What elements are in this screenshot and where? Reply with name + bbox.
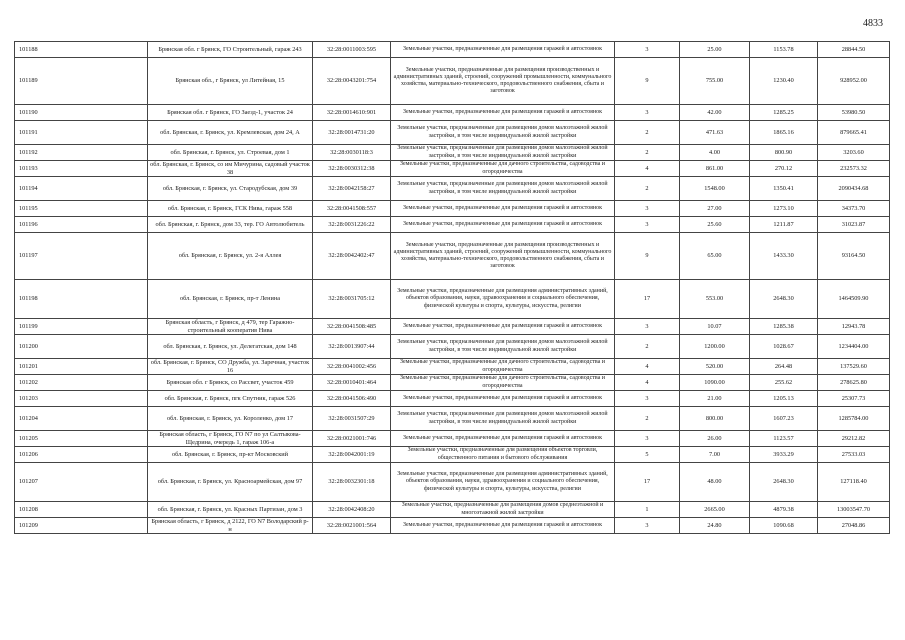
table-row [15,121,890,145]
specific-value-cell: 1285.25 [750,105,818,121]
table-row [15,447,890,463]
specific-value-cell: 1205.13 [750,391,818,407]
area-cell: 755.00 [680,58,750,105]
cadastral-number-cell: 32:28:0032301:18 [313,463,391,502]
table-row [15,319,890,335]
area-cell: 2665.00 [680,502,750,518]
use-group-cell: 4 [615,375,680,391]
use-group-cell: 3 [615,105,680,121]
use-group-cell: 3 [615,217,680,233]
land-use-purpose-cell: Земельные участки, предназначенные для дачного строительства, садоводства и огородничества [391,161,615,177]
row-id-cell: 101205 [15,431,148,447]
cadastral-number-cell: 32:28:0014731:20 [313,121,391,145]
cadastral-value-cell: 879665.41 [818,121,890,145]
cadastral-number-cell: 32:28:0010401:464 [313,375,391,391]
table-row [15,233,890,280]
table-row [15,58,890,105]
specific-value-cell: 3933.29 [750,447,818,463]
area-cell: 25.60 [680,217,750,233]
row-id-cell: 101198 [15,280,148,319]
use-group-cell: 2 [615,121,680,145]
address-cell: обл. Брянская, г. Брянск, дом 33, тер. ГО Автолюбитель [148,217,313,233]
address-cell: обл. Брянская, г. Брянск, ул. Кремлевская, дом 24, А [148,121,313,145]
land-use-purpose-cell: Земельные участки, предназначенные для размещения гаражей и автостоянок [391,518,615,534]
address-cell: Брянская обл. г Брянск, ГО Заезд-1, участок 24 [148,105,313,121]
use-group-cell: 3 [615,391,680,407]
address-cell: обл. Брянская, г. Брянск, ул. Красных Партизан, дом 3 [148,502,313,518]
table-row [15,359,890,375]
table-row [15,391,890,407]
row-id-cell: 101189 [15,58,148,105]
area-cell: 861.00 [680,161,750,177]
table-row [15,375,890,391]
cadastral-number-cell: 32:28:0031226:22 [313,217,391,233]
cadastral-number-cell: 32:28:0031705:12 [313,280,391,319]
use-group-cell: 3 [615,431,680,447]
cadastral-value-cell: 232573.32 [818,161,890,177]
specific-value-cell: 1350.41 [750,177,818,201]
cadastral-number-cell: 32:28:0041002:456 [313,359,391,375]
cadastral-number-cell: 32:28:0014610:901 [313,105,391,121]
cadastral-number-cell: 32:28:0042158:27 [313,177,391,201]
use-group-cell: 4 [615,161,680,177]
area-cell: 553.00 [680,280,750,319]
cadastral-value-cell: 12943.78 [818,319,890,335]
use-group-cell: 3 [615,319,680,335]
cadastral-value-cell: 3203.60 [818,145,890,161]
row-id-cell: 101194 [15,177,148,201]
land-use-purpose-cell: Земельные участки, предназначенные для размещения домов малоэтажной жилой застройки, в том числе индивидуальной жилой застройки [391,121,615,145]
cadastral-value-cell: 928952.00 [818,58,890,105]
area-cell: 1090.00 [680,375,750,391]
cadastral-number-cell: 32:28:0030312:38 [313,161,391,177]
cadastral-value-cell: 34373.70 [818,201,890,217]
specific-value-cell: 1285.38 [750,319,818,335]
address-cell: обл. Брянская, г. Брянск, ул. Делегатская, дом 148 [148,335,313,359]
cadastral-value-cell: 28844.50 [818,42,890,58]
area-cell: 7.00 [680,447,750,463]
cadastral-value-cell: 25307.73 [818,391,890,407]
land-use-purpose-cell: Земельные участки, предназначенные для размещения домов малоэтажной жилой застройки, в том числе индивидуальной жилой застройки [391,407,615,431]
specific-value-cell: 255.62 [750,375,818,391]
area-cell: 1200.00 [680,335,750,359]
row-id-cell: 101197 [15,233,148,280]
area-cell: 471.63 [680,121,750,145]
cadastral-number-cell: 32:28:0043201:754 [313,58,391,105]
use-group-cell: 9 [615,58,680,105]
area-cell: 21.00 [680,391,750,407]
row-id-cell: 101208 [15,502,148,518]
address-cell: обл. Брянская, г. Брянск, ул. Строевая, дом 1 [148,145,313,161]
cadastral-number-cell: 32:28:0021001:746 [313,431,391,447]
table-row [15,335,890,359]
cadastral-number-cell: 32:28:0042001:19 [313,447,391,463]
specific-value-cell: 1153.78 [750,42,818,58]
row-id-cell: 101200 [15,335,148,359]
address-cell: обл. Брянская, г. Брянск, пр-т Ленина [148,280,313,319]
specific-value-cell: 1211.87 [750,217,818,233]
specific-value-cell: 1273.10 [750,201,818,217]
cadastral-value-cell: 53980.50 [818,105,890,121]
table-row [15,201,890,217]
row-id-cell: 101191 [15,121,148,145]
address-cell: обл. Брянская, г. Брянск, со им Мичурина, садовый участок 38 [148,161,313,177]
address-cell: Брянская область, г Брянск, д 479, тер Гаражно-строительный кооператив Нива [148,319,313,335]
cadastral-value-cell: 278625.80 [818,375,890,391]
land-use-purpose-cell: Земельные участки, предназначенные для размещения домов малоэтажной жилой застройки, в том числе индивидуальной жилой застройки [391,145,615,161]
address-cell: обл. Брянская, г. Брянск, ГСК Нива, гараж 558 [148,201,313,217]
use-group-cell: 17 [615,280,680,319]
area-cell: 42.00 [680,105,750,121]
use-group-cell: 2 [615,335,680,359]
address-cell: Брянская область, г Брянск, д 2122, ГО N7 Володарский р-н [148,518,313,534]
address-cell: обл. Брянская, г. Брянск, пр-кт Московский [148,447,313,463]
row-id-cell: 101199 [15,319,148,335]
land-use-purpose-cell: Земельные участки, предназначенные для размещения производственных и административных зданий, строений, сооружений промышленности, коммунального хозяйства, материально-технического, продовольственного снабжения, сбыта и заготовок [391,233,615,280]
row-id-cell: 101202 [15,375,148,391]
address-cell: обл. Брянская, г. Брянск, ул. Стародубская, дом 39 [148,177,313,201]
use-group-cell: 2 [615,145,680,161]
cadastral-number-cell: 32:28:0011003:595 [313,42,391,58]
row-id-cell: 101193 [15,161,148,177]
cadastral-number-cell: 32:28:0013907:44 [313,335,391,359]
row-id-cell: 101192 [15,145,148,161]
specific-value-cell: 2648.30 [750,280,818,319]
use-group-cell: 3 [615,42,680,58]
specific-value-cell: 264.48 [750,359,818,375]
row-id-cell: 101204 [15,407,148,431]
table-row [15,145,890,161]
address-cell: обл. Брянская, г. Брянск, пгк Спутник, гараж 526 [148,391,313,407]
address-cell: обл. Брянская, г. Брянск, ул. Красноармейская, дом 97 [148,463,313,502]
area-cell: 520.00 [680,359,750,375]
cadastral-number-cell: 32:28:0031507:29 [313,407,391,431]
specific-value-cell: 1433.30 [750,233,818,280]
use-group-cell: 3 [615,201,680,217]
specific-value-cell: 2648.30 [750,463,818,502]
use-group-cell: 5 [615,447,680,463]
row-id-cell: 101209 [15,518,148,534]
address-cell: Брянская область, г Брянск, ГО N7 по ул Салтыкова-Щедрина, очередь 1, гараж 106-а [148,431,313,447]
area-cell: 4.00 [680,145,750,161]
address-cell: обл. Брянская, г. Брянск, ул. 2-я Аллея [148,233,313,280]
table-row [15,161,890,177]
specific-value-cell: 1607.23 [750,407,818,431]
cadastral-value-cell: 137529.60 [818,359,890,375]
land-use-purpose-cell: Земельные участки, предназначенные для дачного строительства, садоводства и огородничества [391,375,615,391]
address-cell: Брянская обл. г Брянск, ГО Строительный, гараж 243 [148,42,313,58]
specific-value-cell: 4879.38 [750,502,818,518]
cadastral-value-cell: 29212.82 [818,431,890,447]
row-id-cell: 101203 [15,391,148,407]
area-cell: 48.00 [680,463,750,502]
land-use-purpose-cell: Земельные участки, предназначенные для дачного строительства, садоводства и огородничества [391,359,615,375]
row-id-cell: 101207 [15,463,148,502]
address-cell: Брянская обл., г Брянск, ул Литейная, 15 [148,58,313,105]
table-body [15,42,890,534]
land-use-purpose-cell: Земельные участки, предназначенные для размещения домов малоэтажной жилой застройки, в том числе индивидуальной жилой застройки [391,335,615,359]
table-row [15,177,890,201]
land-use-purpose-cell: Земельные участки, предназначенные для размещения гаражей и автостоянок [391,105,615,121]
cadastral-valuation-table [14,41,890,534]
land-use-purpose-cell: Земельные участки, предназначенные для размещения гаражей и автостоянок [391,201,615,217]
use-group-cell: 9 [615,233,680,280]
area-cell: 1548.00 [680,177,750,201]
area-cell: 26.00 [680,431,750,447]
row-id-cell: 101206 [15,447,148,463]
land-use-purpose-cell: Земельные участки, предназначенные для размещения административных зданий, объектов образования, науки, здравоохранения и социального обеспечения, физической культуры и спорта, культуры, искусства, религии [391,463,615,502]
specific-value-cell: 270.12 [750,161,818,177]
cadastral-value-cell: 31023.87 [818,217,890,233]
specific-value-cell: 800.90 [750,145,818,161]
area-cell: 800.00 [680,407,750,431]
use-group-cell: 1 [615,502,680,518]
cadastral-number-cell: 32:28:0030118:3 [313,145,391,161]
area-cell: 25.00 [680,42,750,58]
row-id-cell: 101190 [15,105,148,121]
cadastral-value-cell: 1464509.90 [818,280,890,319]
area-cell: 27.00 [680,201,750,217]
land-use-purpose-cell: Земельные участки, предназначенные для размещения гаражей и автостоянок [391,431,615,447]
table-row [15,518,890,534]
land-use-purpose-cell: Земельные участки, предназначенные для размещения гаражей и автостоянок [391,391,615,407]
area-cell: 24.80 [680,518,750,534]
area-cell: 10.07 [680,319,750,335]
table-row [15,42,890,58]
specific-value-cell: 1028.67 [750,335,818,359]
table-row [15,463,890,502]
cadastral-number-cell: 32:28:0041508:557 [313,201,391,217]
table-row [15,105,890,121]
cadastral-number-cell: 32:28:0042402:47 [313,233,391,280]
table-row [15,407,890,431]
cadastral-value-cell: 1285784.00 [818,407,890,431]
land-use-purpose-cell: Земельные участки, предназначенные для размещения административных зданий, объектов образования, науки, здравоохранения и социального обеспечения, физической культуры и спорта, культуры, искусства, религии [391,280,615,319]
use-group-cell: 2 [615,177,680,201]
cadastral-number-cell: 32:28:0042408:20 [313,502,391,518]
land-use-purpose-cell: Земельные участки, предназначенные для размещения домов малоэтажной жилой застройки, в том числе индивидуальной жилой застройки [391,177,615,201]
table-row [15,217,890,233]
use-group-cell: 3 [615,518,680,534]
cadastral-value-cell: 2090434.68 [818,177,890,201]
use-group-cell: 4 [615,359,680,375]
address-cell: обл. Брянская, г. Брянск, ул. Короленко, дом 17 [148,407,313,431]
address-cell: Брянская обл. г Брянск, со Рассвет, участок 459 [148,375,313,391]
cadastral-value-cell: 1234404.00 [818,335,890,359]
row-id-cell: 101196 [15,217,148,233]
cadastral-value-cell: 27048.86 [818,518,890,534]
specific-value-cell: 1090.68 [750,518,818,534]
row-id-cell: 101195 [15,201,148,217]
cadastral-number-cell: 32:28:0021001:564 [313,518,391,534]
land-use-purpose-cell: Земельные участки, предназначенные для размещения домов среднеэтажной и многоэтажной жилой застройки [391,502,615,518]
cadastral-value-cell: 27533.03 [818,447,890,463]
row-id-cell: 101188 [15,42,148,58]
table-row [15,431,890,447]
cadastral-value-cell: 93164.50 [818,233,890,280]
table-row [15,502,890,518]
cadastral-number-cell: 32:28:0041508:485 [313,319,391,335]
address-cell: обл. Брянская, г. Брянск, СО Дружба, ул. Заречная, участок 16 [148,359,313,375]
land-use-purpose-cell: Земельные участки, предназначенные для размещения гаражей и автостоянок [391,319,615,335]
cadastral-value-cell: 127118.40 [818,463,890,502]
cadastral-value-cell: 13003547.70 [818,502,890,518]
land-use-purpose-cell: Земельные участки, предназначенные для размещения производственных и административных зданий, строений, сооружений промышленности, коммунального хозяйства, материально-технического, продовольственного снабжения, сбыта и заготовок [391,58,615,105]
use-group-cell: 17 [615,463,680,502]
table-row [15,280,890,319]
page-number: 4833 [863,18,883,29]
cadastral-number-cell: 32:28:0041506:490 [313,391,391,407]
land-use-purpose-cell: Земельные участки, предназначенные для размещения гаражей и автостоянок [391,42,615,58]
area-cell: 65.00 [680,233,750,280]
specific-value-cell: 1123.57 [750,431,818,447]
land-use-purpose-cell: Земельные участки, предназначенные для размещения объектов торговли, общественного питания и бытового обслуживания [391,447,615,463]
use-group-cell: 2 [615,407,680,431]
specific-value-cell: 1865.16 [750,121,818,145]
specific-value-cell: 1230.40 [750,58,818,105]
row-id-cell: 101201 [15,359,148,375]
land-use-purpose-cell: Земельные участки, предназначенные для размещения гаражей и автостоянок [391,217,615,233]
